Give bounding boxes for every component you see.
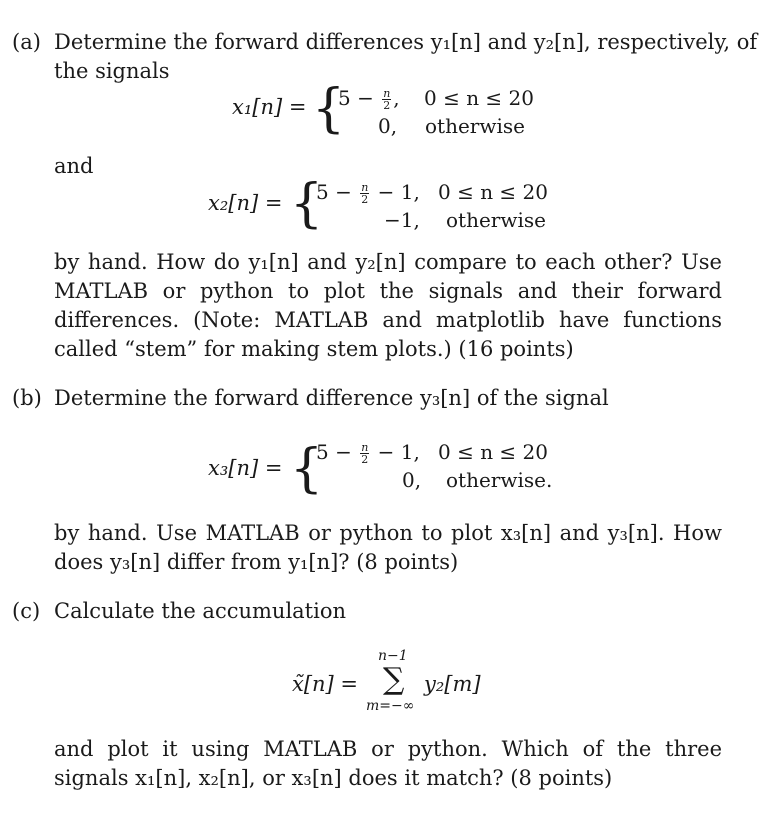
x3-lhs: x₃[n] = bbox=[208, 456, 283, 480]
part-b-followup: by hand. Use MATLAB or python to plot x₃[n] and y₃[n]. How does y₃[n] differ from y₁[n]? (8 points) bbox=[54, 521, 722, 574]
x1-case1-cond: 0 ≤ n ≤ 20 bbox=[424, 86, 534, 110]
x2-brace: { bbox=[290, 174, 324, 234]
x3-case1-expr: 5 − $\frac{n}{2}$ − 1, bbox=[316, 440, 420, 466]
x2-case2-expr: −1, bbox=[384, 208, 420, 232]
x1-brace: { bbox=[312, 79, 346, 139]
accum-term: y₂[m] bbox=[424, 672, 481, 696]
part-a-intro-line1: Determine the forward differences y₁[n] and y₂[n], respectively, of bbox=[54, 30, 758, 54]
part-b-intro: Determine the forward difference y₃[n] of the signal bbox=[54, 386, 609, 410]
x2-case2-cond: otherwise bbox=[446, 208, 546, 232]
part-c-followup: and plot it using MATLAB or python. Which of the three signals x₁[n], x₂[n], or x₃[n] does it match? (8 points) bbox=[54, 737, 722, 790]
connector-and: and bbox=[54, 154, 94, 178]
x1-case2-cond: otherwise bbox=[425, 114, 525, 138]
x3-case1-cond: 0 ≤ n ≤ 20 bbox=[438, 440, 548, 464]
x3-case2-cond: otherwise. bbox=[446, 468, 553, 492]
x3-case2-expr: 0, bbox=[402, 468, 422, 492]
x2-lhs: x₂[n] = bbox=[208, 191, 283, 215]
part-a-followup: by hand. How do y₁[n] and y₂[n] compare to each other? Use MATLAB or python to plot the signals and their forward differences. (Note: MATLAB and matplotlib have functions called “stem” for making stem plots.) (16 points) bbox=[54, 250, 722, 361]
accum-lhs: x̃[n] = bbox=[292, 672, 359, 696]
part-a-label: (a) bbox=[12, 30, 41, 54]
sum-upper-limit: n−1 bbox=[378, 648, 408, 664]
part-c-label: (c) bbox=[12, 599, 41, 623]
x2-case1-expr: 5 − $\frac{n}{2}$ − 1, bbox=[316, 180, 420, 206]
part-b-label: (b) bbox=[12, 386, 42, 410]
sum-lower-limit: m=−∞ bbox=[366, 698, 415, 714]
x1-case1-expr: 5 − $\frac{n}{2}$ , bbox=[338, 86, 400, 112]
x3-brace: { bbox=[290, 439, 324, 499]
x2-case1-cond: 0 ≤ n ≤ 20 bbox=[438, 180, 548, 204]
part-a-intro-line2: the signals bbox=[54, 59, 170, 83]
sum-sigma-icon: ∑ bbox=[383, 662, 405, 697]
part-c-intro: Calculate the accumulation bbox=[54, 599, 347, 623]
x1-lhs: x₁[n] = bbox=[232, 95, 307, 119]
x1-case2-expr: 0, bbox=[378, 114, 398, 138]
